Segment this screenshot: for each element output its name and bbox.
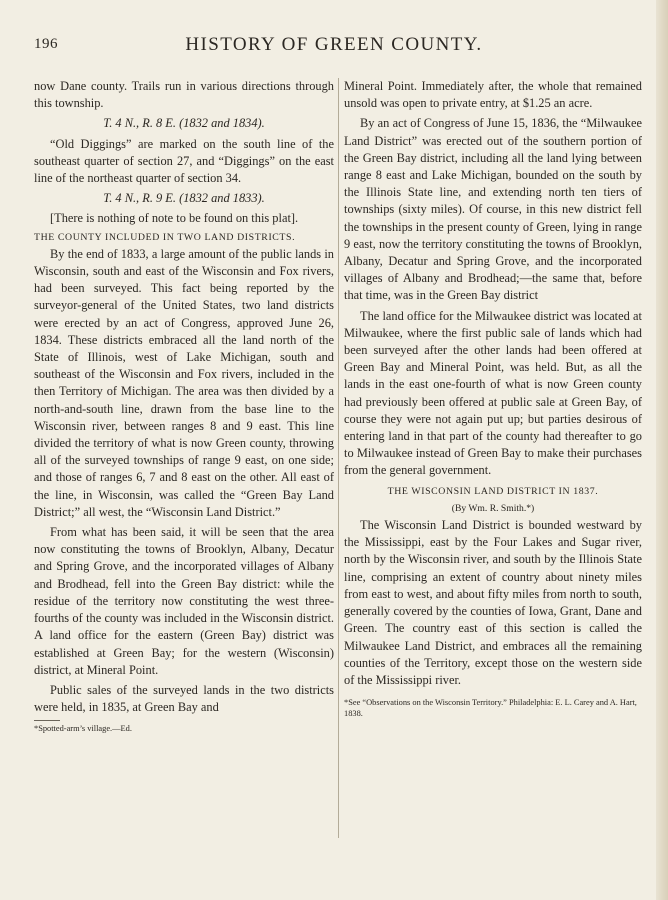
page-edge — [656, 0, 668, 900]
footnote: *Spotted-arm’s village.—Ed. — [34, 724, 132, 734]
footnote: *See “Observations on the Wisconsin Territory.” Philadelphia: E. L. Carey and A. Hart, 1838. — [344, 698, 637, 719]
paragraph: Mineral Point. Immediately after, the whole that remained unsold was open to private entry, at $1.25 an acre. — [344, 79, 642, 111]
section-heading: THE WISCONSIN LAND DISTRICT IN 1837. — [387, 485, 599, 497]
running-title: HISTORY OF GREEN COUNTY. — [185, 34, 483, 55]
paragraph: Public sales of the surveyed lands in the two districts were held, in 1835, at Green Bay and — [34, 682, 334, 715]
footnote-rule — [34, 720, 60, 721]
paragraph: The land office for the Milwaukee district was located at Milwaukee, where the first public sale of lands which had been surveyed after the other lands had been offered at Green Bay and Mineral Point, was held. But, as all the lands in the east one-fourth of what is now Green county had previously been offered at public sale at Green Bay, of course they were not again put up; but parties desirous of entering land in that part of the county had thereafter to go to Milwaukee instead of Green Bay to make their purchases from the general government. — [344, 308, 642, 478]
paragraph: By an act of Congress of June 15, 1836, the “Milwaukee Land District” was erected out of the southern portion of the Green Bay district, including all the land lying between range 8 east and Lake Michigan, bounded on the south by the Illinois State line, and extending north ten tiers of townships (sixty miles). Of course, in this new district fell the townships in the present county of Green, lying in range 9 east, now the territory constituting the towns of Brooklyn, Albany, Decatur and Spring Grove, and the incorporated villages of Albany and Brodhead;—the same that, before that time, was in the Green Bay district — [344, 116, 642, 303]
column-divider — [338, 78, 339, 838]
township-heading: T. 4 N., R. 8 E. (1832 and 1834). — [103, 116, 265, 131]
paragraph: From what has been said, it will be seen that the area now constituting the towns of Brooklyn, Albany, Decatur and Spring Grove, and the incorporated villages of Albany and Brodhead, fell into the Green Bay district: while the residue of the territory now constituting the west three-fourths of the county was included in the Wisconsin district. A land office for the eastern (Green Bay) district was established at Green Bay; for the western (Wisconsin) district, at Mineral Point. — [34, 525, 334, 677]
township-heading: T. 4 N., R. 9 E. (1832 and 1833). — [103, 191, 265, 206]
paragraph: [There is nothing of note to be found on this plat]. — [50, 211, 299, 226]
attribution: (By Wm. R. Smith.*) — [451, 502, 535, 514]
left-column — [34, 78, 334, 734]
paragraph: By the end of 1833, a large amount of the public lands in Wisconsin, south and east of the Wisconsin and Fox rivers, had been surveyed. This fact being reported by the surveyor-general of the United States, two land districts were erected by an act of Congress, approved June 26, 1834. These districts embraced all the land north of the State of Illinois, west of Lake Michigan, south and southeast of the Wisconsin and Fox rivers, included in the then Territory of Michigan. The area was then divided by a north-and-south line, drawn from the base line to the Wisconsin river, between ranges 8 and 9 east. This line divided the territory of what is now Green county, throwing all of the surveyed townships of range 9 east, on one side; and those of ranges 6, 7 and 8 east on the other. All east of the line, in Wisconsin, was called the “Green Bay Land District;” all west, the “Wisconsin Land District.” — [34, 246, 334, 519]
section-heading: THE COUNTY INCLUDED IN TWO LAND DISTRICTS. — [34, 231, 296, 243]
right-column — [344, 78, 642, 719]
paragraph: now Dane county. Trails run in various directions through this township. — [34, 79, 334, 111]
paragraph: The Wisconsin Land District is bounded westward by the Mississippi, east by the Four Lakes and Sugar river, north by the Wisconsin river, and south by the Illinois State line, comprising an extent of country about ninety miles from east to west, and about fifty miles from north to south, generally covered by the counties of Iowa, Grant, Dane and Green. The country east of this section is called the Milwaukee Land District, and embraces all the remaining counties of the Territory, except those on the western side of the Mississippi river. — [344, 518, 642, 687]
page-number: 196 — [34, 36, 58, 52]
paragraph: “Old Diggings” are marked on the south line of the southeast quarter of section 27, and “Diggings” on the east line of the northeast quarter of section 34. — [34, 136, 334, 186]
